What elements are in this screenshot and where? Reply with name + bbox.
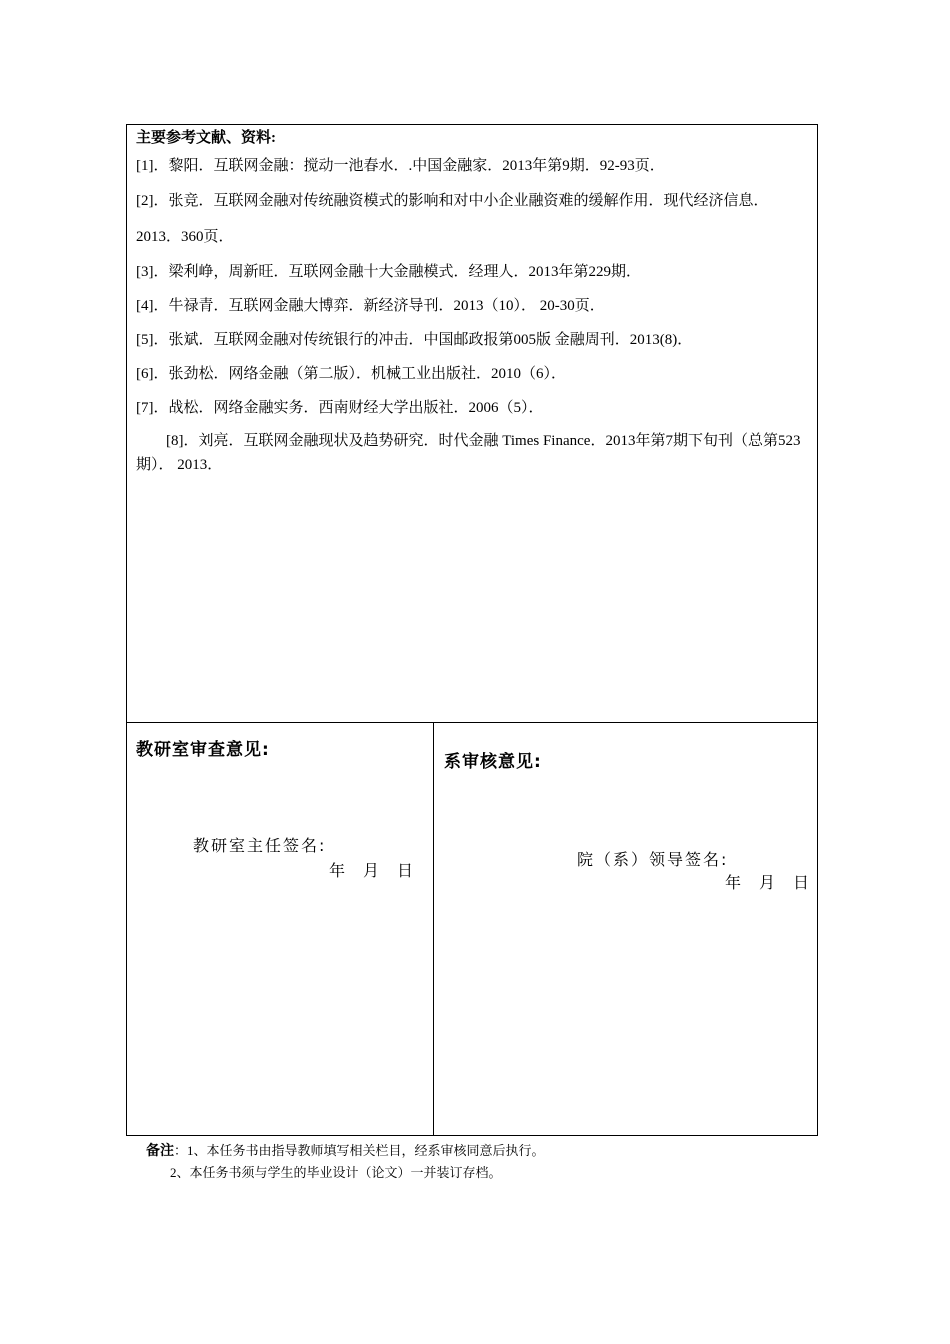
teaching-office-review-title: 教研室审查意见: — [136, 740, 270, 760]
note-line-1 — [146, 1140, 545, 1162]
department-leader-signature-label: 院（系）领导签名: — [577, 850, 729, 869]
reference-item-7: [7]．战松．网络金融实务．西南财经大学出版社．2006（5）． — [136, 400, 544, 416]
reference-item-8: [8]．刘亮．互联网金融现状及趋势研究．时代金融 Times Finance．2013年第7期下旬刊（总第523期）． 2013． — [136, 433, 801, 473]
reference-item-5: [5]．张斌．互联网金融对传统银行的冲击．中国邮政报第005版 金融周刊．2013(8)． — [136, 332, 693, 348]
reference-item-3: [3]．梁利峥，周新旺．互联网金融十大金融模式．经理人．2013年第229期． — [136, 264, 641, 280]
day-label: 日 — [397, 861, 414, 880]
reference-item-6: [6]．张劲松．网络金融（第二版）．机械工业出版社．2010（6）． — [136, 366, 566, 382]
references-title: 主要参考文献、资料: — [136, 130, 276, 146]
year-label: 年 — [329, 861, 346, 880]
teaching-office-sign-date — [329, 858, 413, 881]
note-line-2: 2、本任务书须与学生的毕业设计（论文）一并装订存档。 — [170, 1165, 502, 1180]
department-sign-date — [725, 870, 809, 893]
month-label: 月 — [363, 861, 380, 880]
reference-item-1: [1]．黎阳．互联网金融：搅动一池春水．.中国金融家．2013年第9期．92-93页． — [136, 158, 665, 174]
month-label: 月 — [759, 873, 776, 892]
reference-item-4: [4]．牛禄青．互联网金融大博弈．新经济导刊．2013（10）． 20-30页． — [136, 298, 605, 314]
day-label: 日 — [793, 873, 810, 892]
teaching-office-director-signature-label: 教研室主任签名: — [193, 836, 327, 855]
note-text-1: ：1、本任务书由指导教师填写相关栏目，经系审核同意后执行。 — [174, 1143, 545, 1158]
department-review-cell — [434, 723, 817, 1135]
teaching-office-review-cell — [127, 723, 434, 1135]
year-label: 年 — [725, 873, 742, 892]
notes-section — [146, 1140, 545, 1184]
notes-label: 备注 — [146, 1143, 174, 1159]
department-review-title: 系审核意见: — [444, 752, 542, 772]
references-section — [127, 125, 817, 723]
task-form-table — [126, 124, 818, 1136]
reference-item-2: [2]．张竞．互联网金融对传统融资模式的影响和对中小企业融资难的缓解作用．现代经济信息．2013．360页． — [136, 193, 769, 245]
